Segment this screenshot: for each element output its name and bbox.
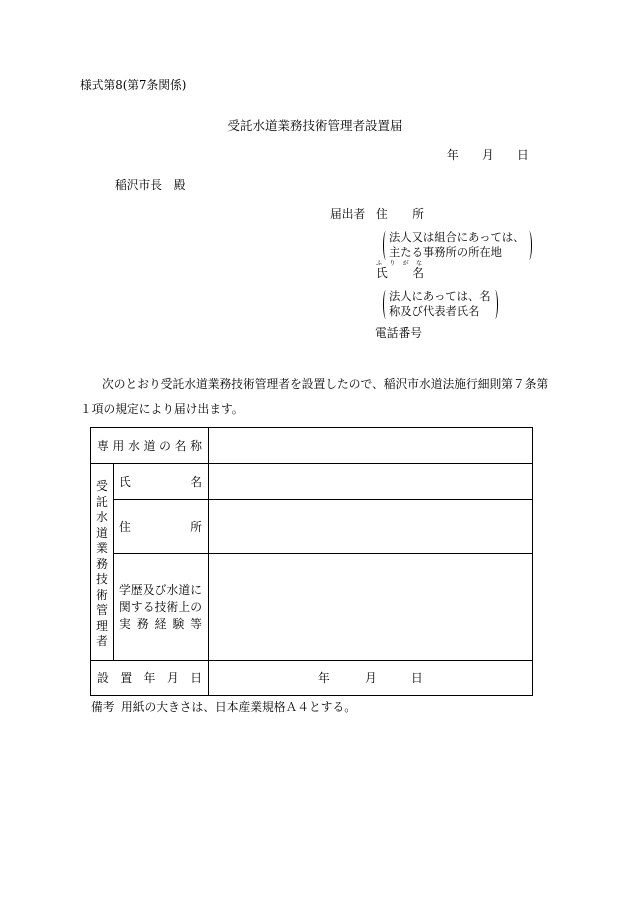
glyph: 者 (96, 634, 108, 648)
manager-address-field (209, 500, 532, 553)
glyph: 置 (120, 671, 133, 685)
glyph: る (142, 599, 155, 614)
glyph: 水 (166, 582, 179, 597)
water-supply-name-label-cell (91, 428, 208, 463)
glyph: 受 (96, 479, 108, 493)
glyph: 年 (143, 671, 156, 685)
glyph: に (190, 582, 202, 597)
manager-label-cell (91, 464, 113, 660)
applicant-name-label (376, 266, 424, 280)
manager-table (90, 427, 533, 696)
right-parenthesis (492, 290, 498, 319)
address-note-line: 法人又は組合にあっては、 (389, 231, 525, 244)
glyph: 技 (96, 572, 108, 586)
glyph: 名 (190, 474, 202, 489)
experience-field (209, 554, 532, 660)
glyph: 託 (96, 494, 108, 509)
remarks-label: 備考 (91, 700, 115, 714)
glyph: 経 (154, 616, 167, 631)
name-note-line: 称及び代表者氏名 (389, 304, 480, 318)
glyph: 験 (172, 616, 185, 631)
installation-year-label: 年 (318, 671, 330, 685)
glyph: 技 (154, 599, 167, 614)
glyph: 務 (96, 556, 108, 571)
form-title: 受託水道業務技術管理者設置届 (227, 118, 403, 133)
left-parenthesis (383, 231, 389, 260)
date-year-label: 年 (447, 148, 459, 162)
applicant-label: 届出者 (330, 207, 366, 221)
glyph: 称 (190, 438, 202, 453)
experience-label-line (119, 582, 202, 599)
applicant-name-note (383, 290, 498, 319)
glyph: す (130, 599, 143, 614)
glyph: 道 (178, 582, 191, 597)
glyph: ふ (376, 260, 383, 267)
name-note-line: 法人にあっては、名 (389, 290, 491, 303)
glyph: 実 (119, 616, 131, 631)
glyph: の (159, 438, 171, 453)
glyph: 理 (96, 618, 108, 633)
glyph: 術 (96, 587, 108, 602)
installation-date-label-cell (91, 661, 208, 695)
manager-name-field (209, 464, 532, 499)
remarks-text: 用紙の大きさは、日本産業規格Ａ４とする。 (121, 700, 356, 714)
glyph: 術 (166, 599, 179, 614)
experience-label-line (119, 599, 202, 616)
glyph: 水 (128, 438, 140, 453)
glyph: 専 (97, 438, 109, 453)
right-parenthesis (526, 231, 532, 260)
water-supply-name-label (97, 439, 202, 453)
installation-day-label: 日 (411, 671, 423, 685)
glyph: 学 (119, 582, 131, 597)
date-month-label: 月 (482, 148, 494, 162)
glyph: が (402, 260, 409, 267)
manager-name-label-cell (114, 464, 208, 499)
glyph: 管 (96, 603, 108, 617)
form-number: 様式第8(第7条関係) (80, 78, 187, 92)
installation-date-field (209, 661, 532, 695)
applicant-address-label (376, 207, 424, 221)
experience-label-cell (114, 554, 208, 660)
address-note-line: 主たる事務所の所在地 (389, 245, 502, 259)
glyph: の (190, 599, 202, 614)
body-line: 次のとおり受託水道業務技術管理者を設置したので、稲沢市水道法施行細則第７条第 (102, 377, 549, 391)
glyph: 月 (166, 671, 179, 685)
addressee: 稲沢市長 殿 (115, 178, 186, 192)
glyph: び (154, 582, 167, 597)
experience-label (119, 582, 202, 633)
phone-label: 電話番号 (375, 326, 422, 340)
glyph: 等 (190, 616, 202, 631)
glyph: 氏 (119, 474, 131, 489)
glyph: 所 (190, 519, 202, 534)
manager-address-label (119, 520, 202, 534)
glyph: 及 (142, 582, 155, 597)
applicant-address-note (383, 231, 532, 260)
installation-date-label (97, 671, 202, 685)
glyph: 設 (97, 671, 109, 685)
manager-name-label (119, 475, 202, 489)
glyph: 道 (143, 438, 156, 453)
glyph: 用 (112, 438, 125, 453)
glyph: 名 (412, 266, 424, 280)
installation-month-label: 月 (365, 671, 377, 685)
date-day-label: 日 (517, 148, 529, 162)
left-parenthesis (383, 290, 389, 319)
glyph: 所 (412, 207, 424, 221)
glyph: 住 (376, 207, 388, 221)
glyph: な (415, 260, 422, 267)
manager-address-label-cell (114, 500, 208, 553)
water-supply-name-field (209, 428, 532, 463)
glyph: 水 (96, 510, 108, 524)
glyph: 関 (119, 599, 131, 614)
glyph: 日 (190, 671, 202, 685)
glyph: 道 (96, 525, 108, 540)
glyph: 歴 (130, 582, 143, 597)
glyph: 上 (178, 599, 191, 614)
glyph: 務 (136, 616, 149, 631)
experience-label-line (119, 616, 202, 633)
glyph: 住 (119, 519, 131, 534)
glyph: 業 (96, 541, 108, 555)
glyph: 名 (174, 438, 187, 453)
glyph: 氏 (376, 266, 388, 280)
manager-label (91, 480, 113, 647)
body-line: １項の規定により届け出ます。 (80, 402, 244, 416)
glyph: り (389, 260, 396, 267)
